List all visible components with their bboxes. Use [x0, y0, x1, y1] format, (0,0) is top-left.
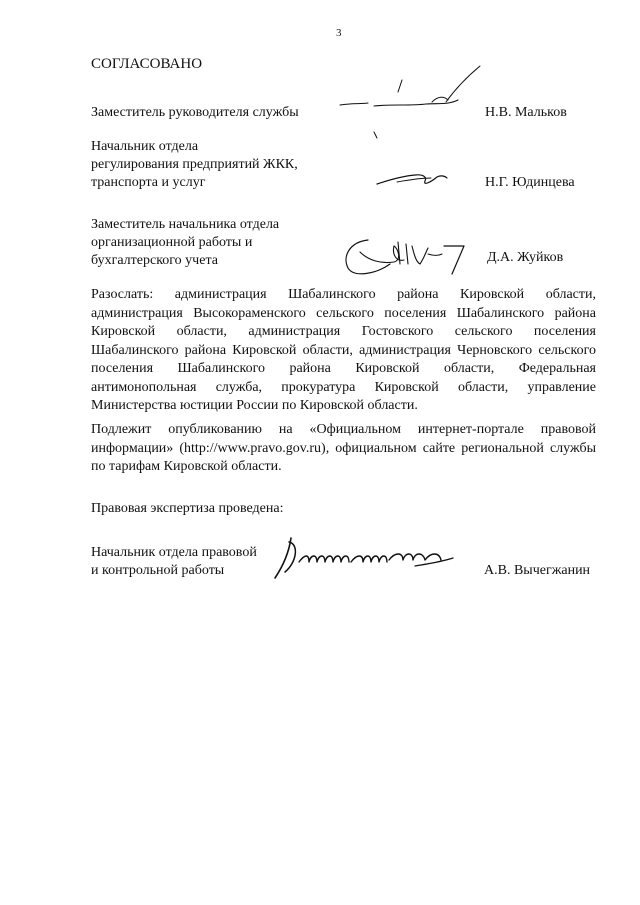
signature-zhuykov	[338, 234, 473, 285]
signatory-3-position-line-2: организационной работы и	[91, 235, 253, 250]
signatory-3-position-line-3: бухгалтерского учета	[91, 253, 218, 268]
approval-header: СОГЛАСОВАНО	[91, 56, 203, 72]
signature-malkov	[334, 62, 494, 152]
signatory-2-position-line-3: транспорта и услуг	[91, 175, 206, 190]
signatory-3-name: Д.А. Жуйков	[487, 250, 564, 265]
signatory-1-name: Н.В. Мальков	[485, 105, 567, 120]
legal-review-statement: Правовая экспертиза проведена:	[91, 501, 284, 516]
legal-signatory-name: А.В. Вычегжанин	[484, 563, 591, 578]
signatory-1-position: Заместитель руководителя службы	[91, 105, 299, 120]
signatory-2-position-line-1: Начальник отдела	[91, 139, 199, 154]
signature-vychegzhanin	[265, 532, 465, 587]
signatory-3-position-line-1: Заместитель начальника отдела	[91, 217, 280, 232]
signature-yudintseva	[375, 168, 455, 197]
legal-signatory-position-line-2: и контрольной работы	[91, 563, 225, 578]
publication-notice: Подлежит опубликованию на «Официальном интернет-портале правовой информации» (http://www.pravo.gov.ru), официальном сайте региональной службы по тарифам Кировской области.	[91, 422, 596, 474]
page-number: 3	[336, 27, 342, 39]
signatory-2-name: Н.Г. Юдинцева	[485, 175, 575, 190]
legal-signatory-position-line-1: Начальник отдела правовой	[91, 545, 257, 560]
distribution-list: Разослать: администрация Шабалинского района Кировской области, администрация Высокораменского сельского поселения Шабалинского района Кировской области, администрация Гостовского сельского поселения Шабалинского района Кировской области, администрация Черновского сельского поселения Шабалинского района Кировской области, Федеральная антимонопольная служба, прокуратура Кировской области, управление Министерства юстиции России по Кировской области.	[91, 287, 596, 413]
signatory-2-position-line-2: регулирования предприятий ЖКК,	[91, 157, 298, 172]
